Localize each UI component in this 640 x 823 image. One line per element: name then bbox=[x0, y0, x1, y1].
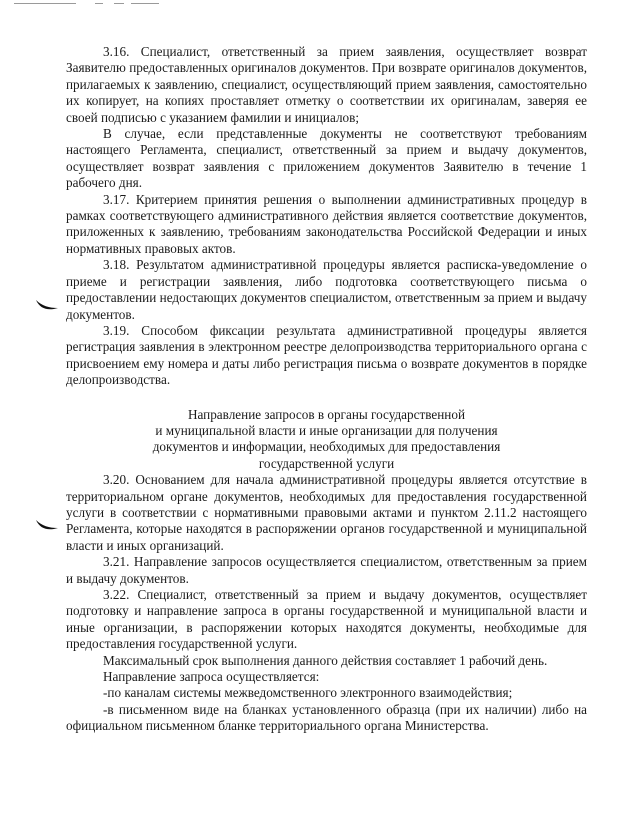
heading-line: документов и информации, необходимых для предоставления bbox=[152, 439, 501, 455]
scan-artifact-line bbox=[14, 3, 76, 4]
list-item: -в письменном виде на бланках установленного образца (при их наличии) либо на официальном письменном бланке территориального органа Министерства. bbox=[66, 701, 587, 734]
paragraph-3-18: 3.18. Результатом административной процедуры является расписка-уведомление о приеме и регистрации заявления, либо подготовка соответствующего письма о предоставлении недостающих документов специалистом, ответственным за прием и выдачу документов. bbox=[66, 257, 587, 322]
paragraph-request-method: Направление запроса осуществляется: bbox=[103, 669, 320, 685]
margin-check-mark bbox=[34, 516, 60, 532]
section-heading bbox=[66, 407, 587, 473]
paragraph-return-note: В случае, если представленные документы не соответствуют требованиям настоящего Регламента, специалист, ответственный за прием и выдачу документов, осуществляет возврат заявления с приложением документов Заявителю в течение 1 рабочего дня. bbox=[66, 126, 587, 191]
margin-check-mark bbox=[34, 296, 60, 312]
paragraph-3-21: 3.21. Направление запросов осуществляется специалистом, ответственным за прием и выдачу документов. bbox=[66, 554, 587, 586]
scan-artifact-line bbox=[95, 3, 103, 4]
paragraph-max-term: Максимальный срок выполнения данного действия составляет 1 рабочий день. bbox=[103, 652, 548, 668]
document-body bbox=[66, 44, 587, 735]
paragraph-3-16: 3.16. Специалист, ответственный за прием заявления, осуществляет возврат Заявителю предоставленных оригиналов документов. При возврате оригиналов документов, прилагаемых к заявлению, специалист, осуществляющий прием заявления, самостоятельно их копирует, на копиях проставляет отметку о соответствии их оригиналам, заверяя ее своей подписью с указанием фамилии и инициалов; bbox=[66, 44, 587, 125]
scan-artifact-line bbox=[131, 3, 159, 4]
paragraph-3-20: 3.20. Основанием для начала административной процедуры является отсутствие в территориальном органе документов, необходимых для предоставления государственной услуги в соответствии с нормативными правовыми актами и пунктом 2.11.2 настоящего Регламента, которые находятся в распоряжении органов государственной и муниципальной власти и иных организаций. bbox=[66, 472, 587, 553]
paragraph-3-22: 3.22. Специалист, ответственный за прием и выдачу документов, осуществляет подготовку и направление запроса в органы государственной и муниципальной власти и иные организации, в распоряжении которых находятся документы, необходимые для предоставления государственной услуги. bbox=[66, 587, 587, 652]
heading-line: государственной услуги bbox=[258, 455, 395, 471]
paragraph-3-19: 3.19. Способом фиксации результата административной процедуры является регистрация заявления в электронном реестре делопроизводства территориального органа с присвоением ему номера и даты либо регистрация письма о возврате документов в порядке делопроизводства. bbox=[66, 322, 587, 388]
list-item: -по каналам системы межведомственного электронного взаимодействия; bbox=[103, 685, 513, 701]
paragraph-3-17: 3.17. Критерием принятия решения о выполнении административных процедур в рамках соответствующего административного действия является соответствие документов, приложенных к заявлению, требованиям законодательства Российской Федерации и иных нормативных правовых актов. bbox=[66, 191, 587, 256]
heading-line: и муниципальной власти и иные организации для получения bbox=[155, 422, 498, 438]
scan-artifact-line bbox=[114, 3, 124, 4]
heading-line: Направление запросов в органы государственной bbox=[187, 406, 466, 422]
scan-top-edge bbox=[0, 0, 640, 14]
